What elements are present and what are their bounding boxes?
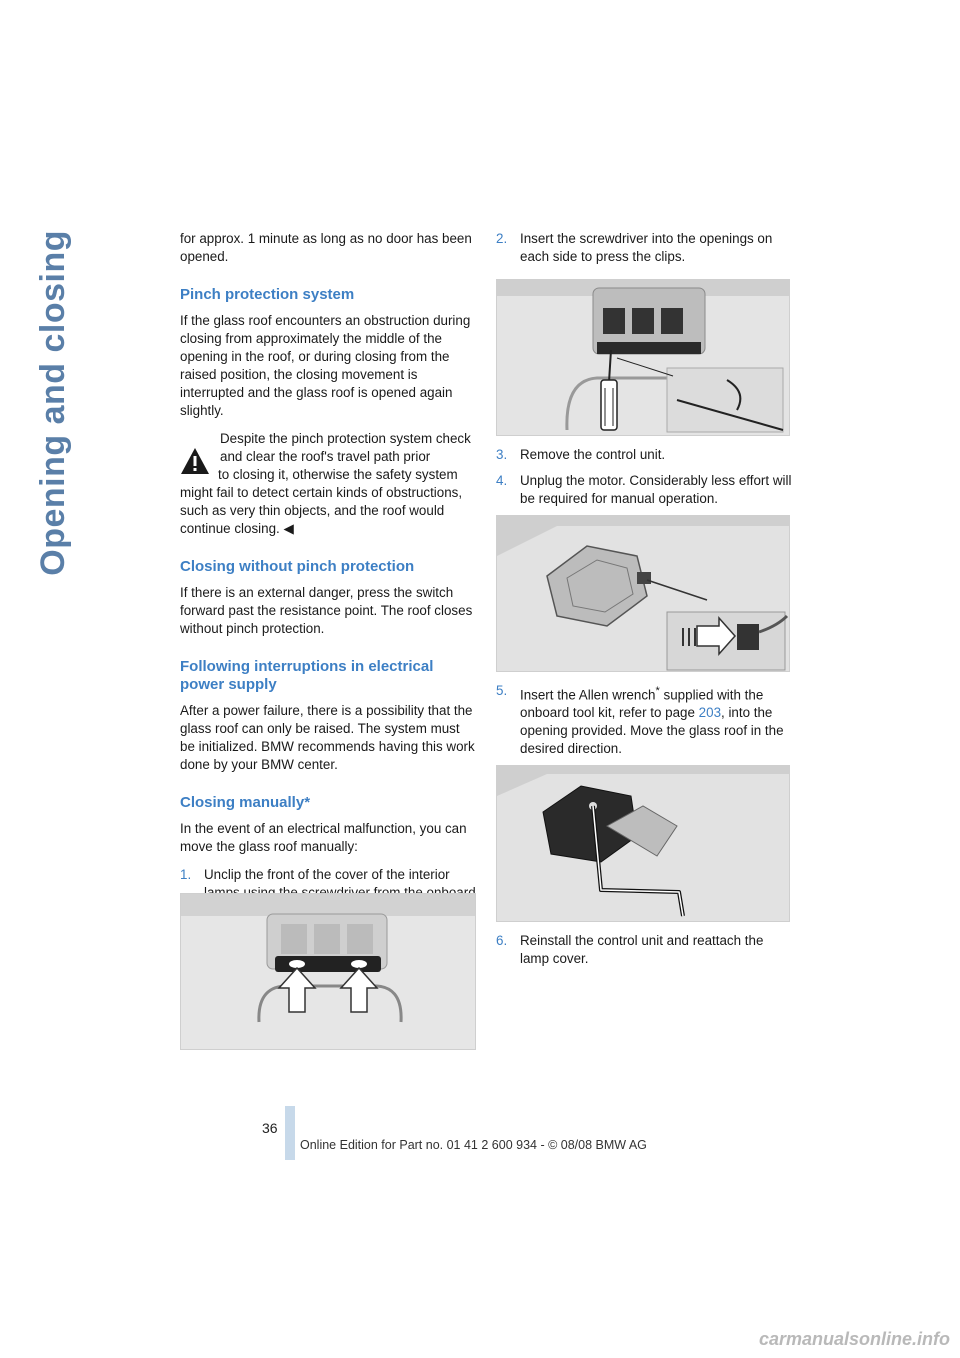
lamp-cover-illustration (181, 894, 475, 1049)
intro-text: for approx. 1 minute as long as no door has been opened. (180, 231, 472, 264)
allen-wrench-illustration (497, 766, 789, 921)
warning-rest: to closing it, otherwise the safety system might fail to detect certain kinds of obstructions, such as very thin objects, and the roof would continue closing. (180, 467, 463, 536)
figure-motor-plug (496, 515, 790, 672)
right-column-step-5 (496, 682, 792, 768)
page-number: 36 (262, 1120, 278, 1136)
manual-text: In the event of an electrical malfunction, you can move the glass roof manually: (180, 821, 467, 854)
screwdriver-illustration (497, 280, 789, 435)
right-column-step-6 (496, 932, 792, 978)
edition-text: Online Edition for Part no. 01 41 2 600 934 - © 08/08 BMW AG (300, 1138, 647, 1152)
figure-screwdriver (496, 279, 790, 436)
warning-note (180, 430, 476, 538)
step-6 (496, 932, 792, 968)
steps-list-right-2 (496, 446, 792, 508)
steps-list-right-4 (496, 932, 792, 968)
step-text: , into the opening provided. Move the glass roof in the desired direction. (520, 705, 784, 757)
step-text: Insert the Allen wrench (520, 687, 656, 703)
step-text: supplied with the onboard tool kit, refer to page (520, 687, 764, 721)
step-text: Unplug the motor. Considerably less effort will be required for manual operation. (520, 473, 792, 506)
interruptions-text: After a power failure, there is a possibility that the glass roof can only be raised. The system must be initialized. BMW recommends having this work done by your BMW center. (180, 703, 475, 772)
step-number: 6. (496, 933, 508, 948)
step-number: 1. (180, 867, 192, 882)
figure-lamp-cover (180, 893, 476, 1050)
step-5 (496, 682, 792, 758)
manual-heading: Closing manually* (180, 794, 311, 811)
steps-list-right-3 (496, 682, 792, 758)
closing-without-text: If there is an external danger, press the switch forward past the resistance point. The roof closes without pinch protection. (180, 585, 473, 636)
steps-list-right (496, 230, 792, 266)
step-number: 5. (496, 683, 508, 698)
figure-allen-wrench (496, 765, 790, 922)
step-text: Remove the control unit. (520, 447, 666, 462)
pinch-heading: Pinch protection system (180, 286, 355, 303)
section-title: Opening and closing (34, 230, 72, 576)
step-text: Reinstall the control unit and reattach the lamp cover. (520, 933, 764, 966)
step-number: 3. (496, 447, 508, 462)
step-4 (496, 472, 792, 508)
watermark: carmanualsonline.info (758, 1329, 950, 1349)
step-number: 4. (496, 473, 508, 488)
step-3 (496, 446, 792, 464)
step-number: 2. (496, 231, 508, 246)
step-2 (496, 230, 792, 266)
closing-without-heading: Closing without pinch protection (180, 558, 415, 575)
right-column (496, 230, 792, 276)
optional-star: * (655, 685, 660, 697)
interruptions-heading: Following interruptions in electrical power supply (180, 658, 434, 693)
motor-plug-illustration (497, 516, 789, 671)
end-mark-icon: ◀ (283, 521, 294, 536)
page-link[interactable]: 203 (698, 705, 722, 721)
step-text: Unclip the front of the cover of the interior (204, 867, 450, 882)
warning-triangle-icon (180, 446, 210, 476)
right-column-steps-3-4 (496, 446, 792, 518)
footer-accent-bar (285, 1106, 295, 1160)
step-text: Insert the screwdriver into the openings on each side to press the clips. (520, 231, 773, 264)
warning-lead: Despite the pinch protection system check and clear the roof's travel path prior (220, 431, 471, 464)
pinch-text: If the glass roof encounters an obstruction during closing from approximately the middle of the opening in the roof, or during closing from the raised position, the closing movement is interrupted and the glass roof is opened again slightly. (180, 313, 471, 418)
left-column (180, 230, 476, 930)
